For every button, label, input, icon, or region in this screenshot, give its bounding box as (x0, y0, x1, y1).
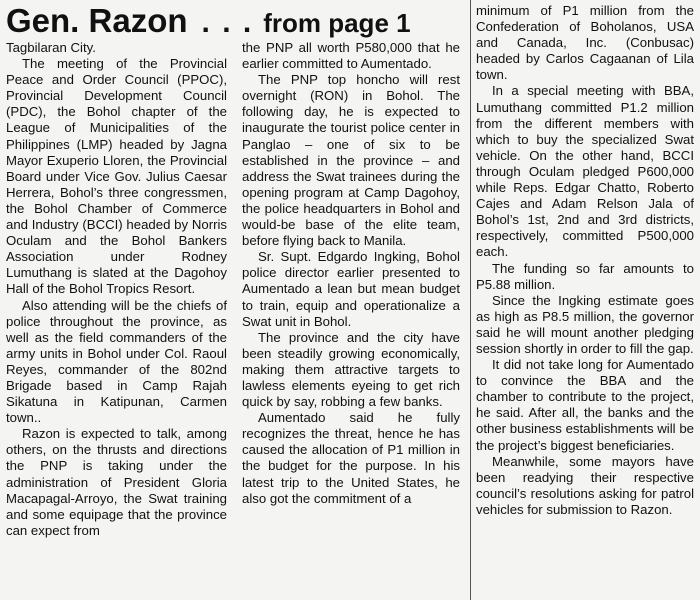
paragraph: The funding so far amounts to P5.88 million. (476, 260, 694, 292)
headline-ellipsis: . . . (201, 6, 254, 39)
paragraph: The PNP top honcho will rest overnight (RON) in Bohol. The following day, he is expected to inaugurate the tourist police center in Panglao – one of six to be established in the province – and address the Swat trainees during the opening program at Camp Dagohoy, the police headquarters in Bohol and would-be base of the elite team, before flying back to Manila. (242, 72, 460, 249)
paragraph: The province and the city have been steadily growing economically, making them attractive targets to lawless elements eyeing to get rich quick by say, robbing a few banks. (242, 329, 460, 410)
article-column-3 (476, 3, 694, 600)
headline (6, 2, 466, 42)
paragraph: Tagbilaran City. (6, 40, 96, 55)
paragraph: Sr. Supt. Edgardo Ingking, Bohol police director earlier presented to Aumentado a lean but mean budget to train, equip and operationalize a Swat unit in Bohol. (242, 249, 460, 329)
paragraph: Since the Ingking estimate goes as high as P8.5 million, the governor said he will mount another pledging session shortly in order to fill the gap. (476, 292, 694, 356)
paragraph: the PNP all worth P580,000 that he earlier committed to Aumentado. (242, 40, 460, 72)
paragraph: Aumentado said he fully recognizes the threat, hence he has caused the allocation of P1 million in the budget for the purpose. In his latest trip to the United States, he also got the commitment of a (242, 410, 460, 506)
paragraph: It did not take long for Aumentado to convince the BBA and the chamber to contribute to the project, he said. After all, the banks and the other business establishments will be the project’s biggest beneficiaries. (476, 357, 694, 453)
article-column-2 (242, 40, 460, 600)
paragraph: The meeting of the Provincial Peace and Order Council (PPOC), Provincial Development Council (PDC), the Bohol chapter of the League of Municipalities of the Philippines (LMP) headed by Jagna Mayor Exuperio Lloren, the Provincial Board under Vice Gov. Julius Caesar Herrera, Bohol’s three congressmen, the Bohol Chamber of Commerce and Industry (BCCI) headed by Norris Oculam and the Bohol Bankers Association under Rodney Lumuthang is slated at the Dagohoy Hall of the Bohol Tropics Resort. (6, 56, 227, 297)
paragraph: Razon is expected to talk, among others, on the thrusts and directions the PNP is taking under the administration of President Gloria Macapagal-Arroyo, the Swat training and some equipage that the province can expect from (6, 426, 227, 538)
headline-subtitle: from page 1 (263, 8, 411, 38)
paragraph: In a special meeting with BBA, Lumuthang committed P1.2 million from the different members with which to buy the specialized Swat vehicle. On the other hand, BCCI through Oculam pledged P600,000 while Reps. Edgar Chatto, Roberto Cajes and Adam Relson Jala of Bohol’s 1st, 2nd and 3rd districts, respectively, committed P500,000 each. (476, 83, 694, 260)
column-divider (470, 0, 471, 600)
article-column-1 (6, 40, 227, 600)
headline-title: Gen. Razon (6, 2, 188, 39)
paragraph: minimum of P1 million from the Confederation of Boholanos, USA and Canada, Inc. (Conbusac) headed by Carlos Cagaanan of Lila town. (476, 3, 694, 83)
paragraph: Meanwhile, some mayors have been readying their respective council’s resolutions asking for patrol vehicles for submission to Razon. (476, 453, 694, 517)
paragraph: Also attending will be the chiefs of police throughout the province, as well as the field commanders of the army units in Bohol under Col. Raoul Reyes, commander of the 802nd Brigade based in Camp Rajah Sikatuna in Katipunan, Carmen town.. (6, 297, 227, 426)
